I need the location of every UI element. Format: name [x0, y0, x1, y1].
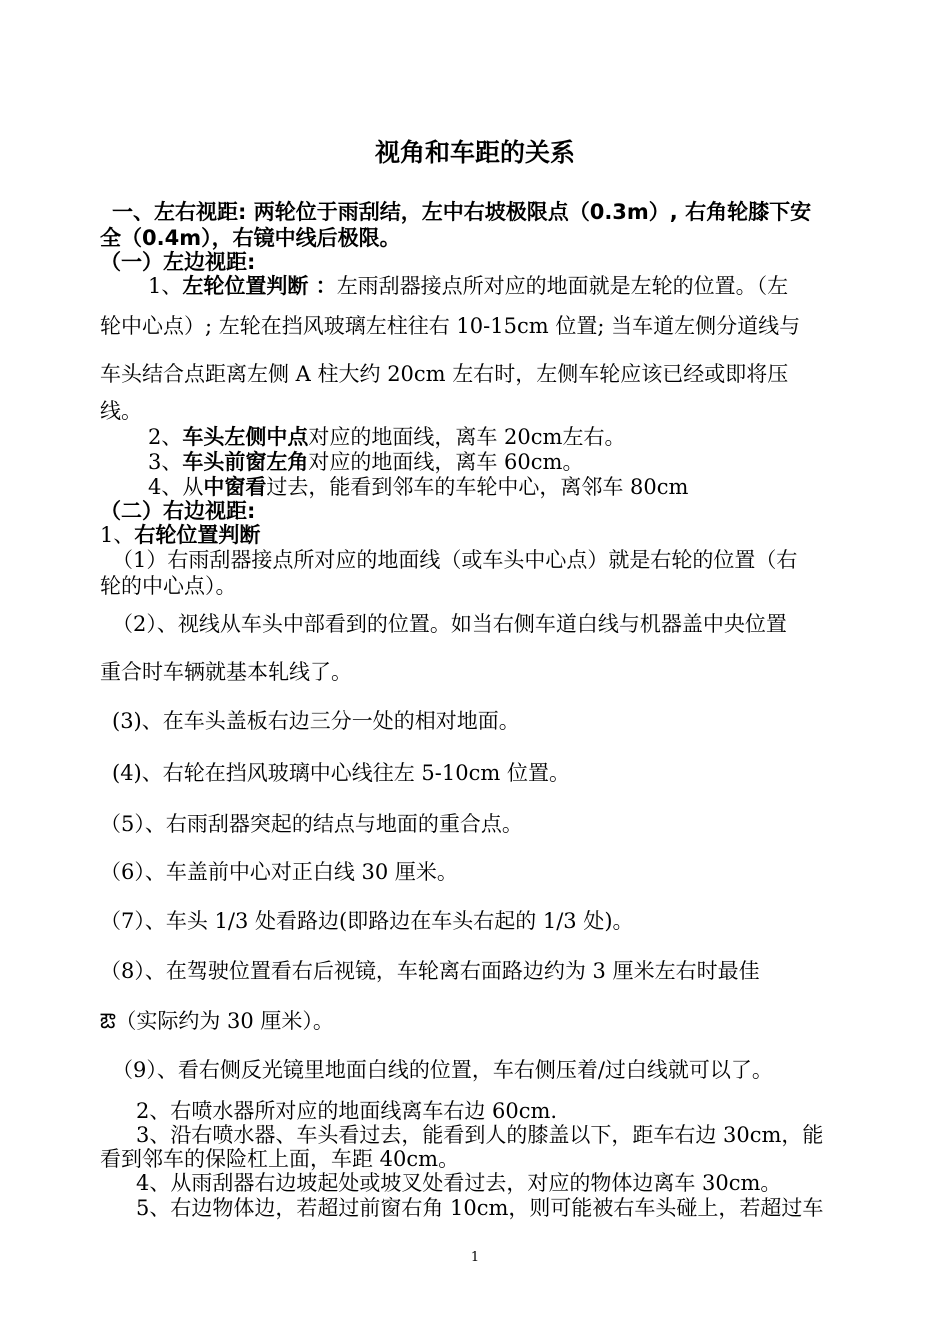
left-item-1-label: 左轮位置判断 ：: [182, 274, 337, 298]
right-point-8-line-2: [100, 1008, 334, 1034]
page-number: 1: [470, 1250, 480, 1265]
right-view-heading-colon: :: [247, 499, 256, 523]
left-item-4-prefix: 4、从: [148, 475, 204, 499]
left-item-2: [148, 424, 625, 450]
right-point-7: （7）、车头 1/3 处看路边(即路边在车头右起的 1/3 处)。: [100, 909, 634, 933]
left-item-4-label: 中窗看: [203, 475, 267, 499]
right-point-8-line-1: （8）、在驾驶位置看右后视镜，车轮离右面路边约为 3 厘米左右时最佳: [100, 959, 760, 983]
right-point-4: (4)、右轮在挡风玻璃中心线往左 5-10cm 位置。: [112, 761, 570, 785]
right-view-heading-text: （二）右边视距: [100, 499, 247, 523]
section-1-line-2: 全（0.4m），右镜中线后极限。: [100, 226, 401, 250]
left-item-2-label: 车头左侧中点: [182, 425, 309, 449]
left-item-3-label: 车头前窗左角: [182, 450, 309, 474]
decorative-glyph-icon: ఔ: [100, 1009, 116, 1033]
right-item-4: 4、从雨刮器右边坡起处或坡叉处看过去，对应的物体边离车 30cm。: [136, 1171, 782, 1195]
right-point-1-line-2: 轮的中心点）。: [100, 574, 237, 598]
left-item-3-text: 对应的地面线，离车 60cm。: [308, 450, 584, 474]
left-view-heading-colon: :: [247, 250, 256, 274]
right-view-heading: [100, 498, 255, 524]
left-item-1-num: 1、: [148, 274, 183, 298]
right-point-5: （5）、右雨刮器突起的结点与地面的重合点。: [100, 812, 523, 836]
left-item-1-line-1: [148, 273, 788, 299]
section-1-heading: 一、左右视距: [112, 200, 238, 224]
left-item-1-line-4: 线。: [100, 399, 142, 423]
left-item-3-num: 3、: [148, 450, 183, 474]
right-point-9: （9）、看右侧反光镜里地面白线的位置，车右侧压着/过白线就可以了。: [112, 1058, 773, 1082]
page-title: 视角和车距的关系: [374, 138, 575, 167]
section-1-line-1: [112, 199, 811, 225]
left-view-heading: [100, 249, 255, 275]
right-item-2: 2、右喷水器所对应的地面线离车右边 60cm.: [136, 1099, 558, 1123]
left-item-4: [148, 474, 688, 500]
right-item-3-line-2: 看到邻车的保险杠上面，车距 40cm。: [100, 1147, 460, 1171]
right-item-1-label: 右轮位置判断: [134, 523, 261, 547]
right-point-2-line-1: （2）、视线从车头中部看到的位置。如当右侧车道白线与机器盖中央位置: [112, 612, 787, 636]
left-item-1-line-3: 车头结合点距离左侧 A 柱大约 20cm 左右时，左侧车轮应该已经或即将压: [100, 362, 789, 386]
section-1-text: : 两轮位于雨刮结，左中右坡极限点（0.3m）, 右角轮膝下安: [238, 200, 812, 224]
right-point-3: (3)、在车头盖板右边三分一处的相对地面。: [112, 709, 520, 733]
right-point-2-line-2: 重合时车辆就基本轧线了。: [100, 660, 352, 684]
left-item-2-num: 2、: [148, 425, 183, 449]
right-point-8-text: （实际约为 30 厘米）。: [115, 1009, 334, 1033]
left-item-1-line-2: 轮中心点）; 左轮在挡风玻璃左柱往右 10-15cm 位置; 当车道左侧分道线与: [100, 314, 801, 338]
left-view-heading-text: （一）左边视距: [100, 250, 247, 274]
left-item-2-text: 对应的地面线，离车 20cm左右。: [308, 425, 626, 449]
right-item-1-heading: [100, 522, 260, 548]
left-item-1-text: 左雨刮器接点所对应的地面就是左轮的位置。（左: [336, 274, 789, 298]
left-item-4-text: 过去，能看到邻车的车轮中心，离邻车 80cm: [266, 475, 689, 499]
right-item-5: 5、右边物体边，若超过前窗右角 10cm，则可能被右车头碰上，若超过车: [136, 1196, 824, 1220]
right-point-6: （6）、车盖前中心对正白线 30 厘米。: [100, 860, 458, 884]
right-item-1-num: 1、: [100, 523, 135, 547]
left-item-3: [148, 449, 583, 475]
right-item-3-line-1: 3、沿右喷水器、车头看过去，能看到人的膝盖以下，距车右边 30cm，能: [136, 1123, 824, 1147]
right-point-1-line-1: （1）右雨刮器接点所对应的地面线（或车头中心点）就是右轮的位置（右: [112, 548, 798, 572]
